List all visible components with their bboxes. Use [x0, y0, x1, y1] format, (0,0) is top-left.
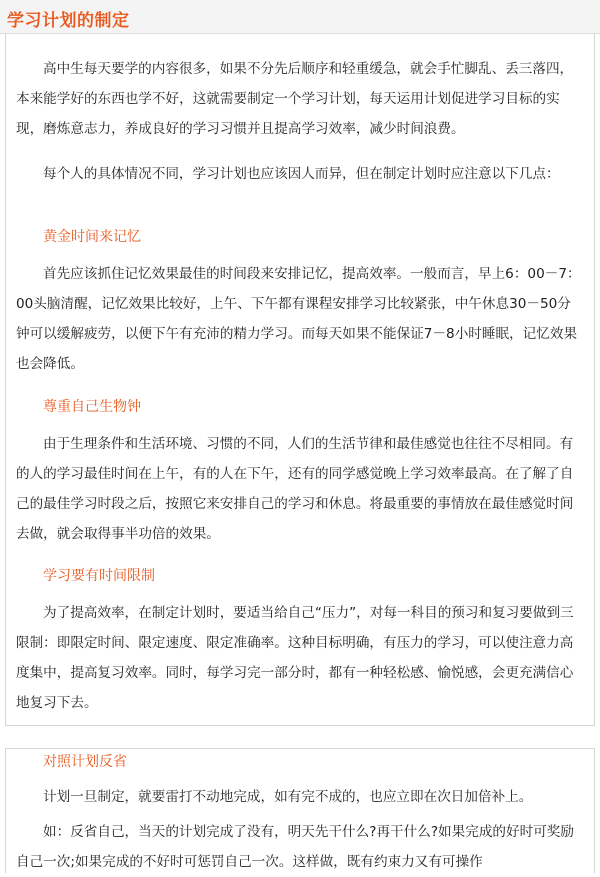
section-body-biological-clock: 由于生理条件和生活环境、习惯的不同，人们的生活节律和最佳感觉也往往不尽相同。有的人的学习最佳时间在上午，有的人在下午，还有的同学感觉晚上学习效率最高。在了解了自己的最佳学习时段之后，按照它来安排自己的学习和休息。将最重要的事情放在最佳感觉时间去做，就会取得事半功倍的效果。: [16, 436, 574, 542]
content-panel-2: [5, 748, 595, 873]
panel-gap: [0, 727, 600, 747]
section-body-time-limit: 为了提高效率，在制定计划时，要适当给自己“压力”，对每一科目的预习和复习要做到三限制：即限定时间、限定速度、限定准确率。这种目标明确，有压力的学习，可以使注意力高度集中，提高复习效率。同时，每学习完一部分时，都有一种轻松感、愉悦感，会更充满信心地复习下去。: [16, 605, 574, 711]
section-body-reflect: 计划一旦制定，就要雷打不动地完成，如有完不成的，也应立即在次日加倍补上。: [43, 789, 533, 805]
section-heading-time-limit: 学习要有时间限制: [43, 568, 155, 584]
content-panel-1: [5, 34, 595, 726]
section-body-golden-time: 首先应该抓住记忆效果最佳的时间段来安排记忆，提高效率。一般而言，早上6：00－7：00头脑清醒，记忆效果比较好，上午、下午都有课程安排学习比较紧张，中午休息30－50分钟可以缓解疲劳，以便下午有充沛的精力学习。而每天如果不能保证7－8小时睡眠，记忆效果也会降低。: [16, 266, 581, 372]
intro-paragraph-1: 高中生每天要学的内容很多，如果不分先后顺序和轻重缓急，就会手忙脚乱、丢三落四，本来能学好的东西也学不好，这就需要制定一个学习计划，每天运用计划促进学习目标的实现，磨炼意志力，养成良好的学习习惯并且提高学习效率，减少时间浪费。: [16, 61, 574, 137]
section-body-reflect-2: 如：反省自己，当天的计划完成了没有，明天先干什么?再干什么?如果完成的好时可奖励自己一次;如果完成的不好时可惩罚自己一次。这样做，既有约束力又有可操作: [16, 824, 574, 870]
section-heading-biological-clock: 尊重自己生物钟: [43, 399, 141, 415]
section-heading-reflect: 对照计划反省: [43, 754, 127, 770]
article-header: [0, 0, 600, 34]
article-title: 学习计划的制定: [7, 11, 130, 31]
intro-paragraph-2: 每个人的具体情况不同，学习计划也应该因人而异，但在制定计划时应注意以下几点：: [43, 166, 560, 182]
section-heading-golden-time: 黄金时间来记忆: [43, 229, 141, 245]
